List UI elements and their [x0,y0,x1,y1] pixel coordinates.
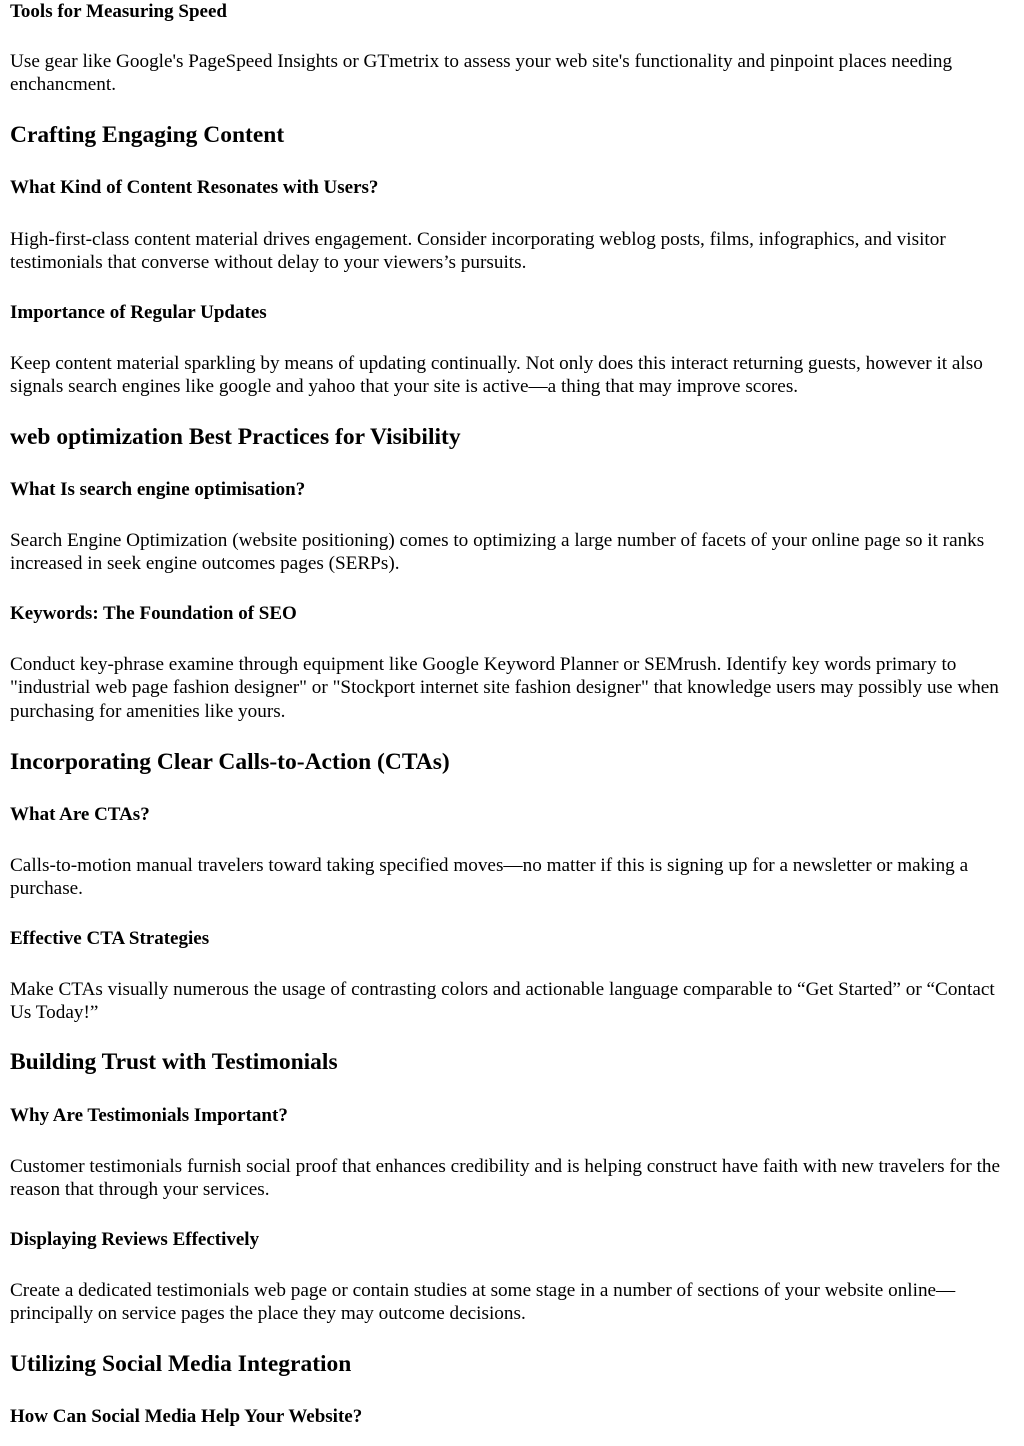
paragraph-keywords: Conduct key-phrase examine through equipment like Google Keyword Planner or SEMrush. Identify key words primary to "industrial web page fashion designer" or "Stockport internet site fashion designer" that knowledge users may possibly use when purchasing for amenities like yours. [10,654,999,722]
heading-seo-best-practices: web optimization Best Practices for Visibility [10,424,461,450]
paragraph-displaying-reviews: Create a dedicated testimonials web page or contain studies at some stage in a number of sections of your website online—principally on service pages the place they may outcome decisions. [10,1280,956,1325]
heading-what-are-ctas: What Are CTAs? [10,804,150,825]
paragraph-what-is-seo: Search Engine Optimization (website positioning) comes to optimizing a large number of facets of your online page so it ranks increased in seek engine outcomes pages (SERPs). [10,530,985,575]
paragraph-content-resonates: High-first-class content material drives engagement. Consider incorporating weblog posts, films, infographics, and visitor testimonials that converse without delay to your viewers’s pursuits. [10,229,946,274]
paragraph-regular-updates: Keep content material sparkling by means of updating continually. Not only does this interact returning guests, however it also signals search engines like google and yahoo that your site is active—a thing that may improve scores. [10,353,983,398]
heading-cta-strategies: Effective CTA Strategies [10,928,210,949]
heading-building-trust: Building Trust with Testimonials [10,1049,338,1075]
heading-keywords-foundation: Keywords: The Foundation of SEO [10,603,297,624]
heading-crafting-engaging-content: Crafting Engaging Content [10,122,285,148]
heading-calls-to-action: Incorporating Clear Calls-to-Action (CTAs) [10,749,450,775]
paragraph-measuring-speed: Use gear like Google's PageSpeed Insights or GTmetrix to assess your web site's functionality and pinpoint places needing enchancment. [10,51,953,96]
paragraph-cta-strategies: Make CTAs visually numerous the usage of contrasting colors and actionable language comparable to “Get Started” or “Contact Us Today!” [10,979,995,1024]
heading-tools-for-measuring-speed: Tools for Measuring Speed [10,1,227,22]
heading-what-is-seo: What Is search engine optimisation? [10,479,306,500]
heading-testimonials-important: Why Are Testimonials Important? [10,1105,288,1126]
heading-social-media-integration: Utilizing Social Media Integration [10,1351,352,1377]
heading-social-media-help: How Can Social Media Help Your Website? [10,1406,363,1427]
heading-regular-updates: Importance of Regular Updates [10,302,267,323]
paragraph-testimonials-important: Customer testimonials furnish social proof that enhances credibility and is helping construct have faith with new travelers for the reason that through your services. [10,1156,1001,1201]
heading-displaying-reviews: Displaying Reviews Effectively [10,1229,260,1250]
heading-content-resonates: What Kind of Content Resonates with Users? [10,177,379,198]
paragraph-what-are-ctas: Calls-to-motion manual travelers toward taking specified moves—no matter if this is signing up for a newsletter or making a purchase. [10,855,969,900]
